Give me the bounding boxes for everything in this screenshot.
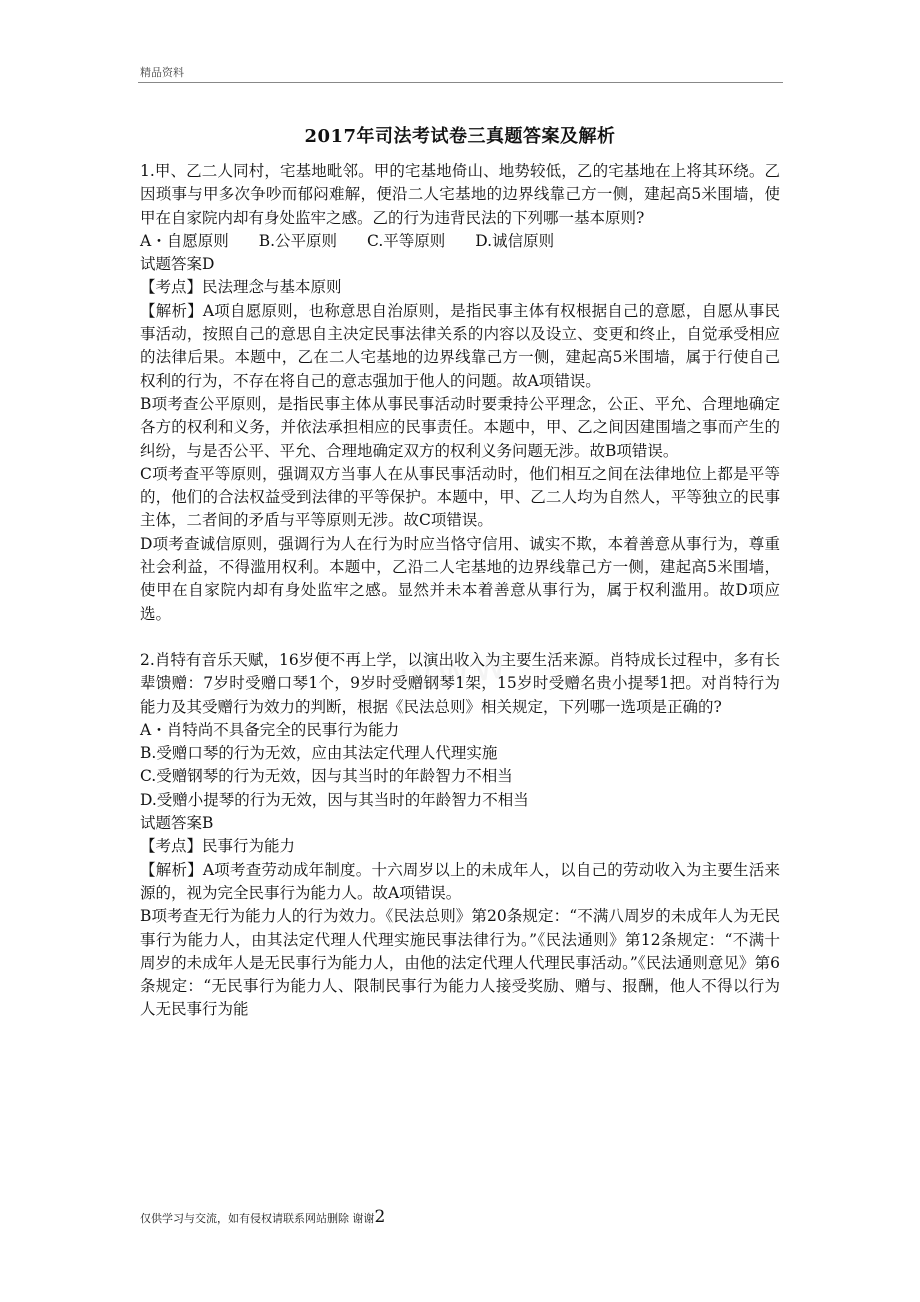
option-c: C.平等原则 (367, 231, 446, 250)
analysis-c: C项考查平等原则，强调双方当事人在从事民事活动时，他们相互之间在法律地位上都是平等的，他们的合法权益受到法律的平等保护。本题中，甲、乙二人均为自然人，平等独立的民事主体，二者间的矛盾与平等原则无涉。故C项错误。 (140, 464, 780, 530)
option-d: D.受赠小提琴的行为无效，因与其当时的年龄智力不相当 (140, 790, 529, 809)
footer-note: 仅供学习与交流，如有侵权请联系网站删除 谢谢 (140, 1212, 375, 1225)
option-b: B.公平原则 (258, 231, 338, 250)
key-point: 【考点】民法理念与基本原则 (140, 278, 342, 297)
header-label: 精品资料 (140, 66, 184, 79)
question-2 (140, 649, 780, 1022)
option-a: A・自愿原则 (140, 231, 229, 250)
option-c: C.受赠钢琴的行为无效，因与其当时的年龄智力不相当 (140, 767, 513, 786)
section-gap (140, 626, 780, 649)
key-point: 【考点】民事行为能力 (140, 837, 296, 856)
page-number: 2 (374, 1207, 386, 1227)
analysis-a: 【解析】A项自愿原则，也称意思自治原则，是指民事主体有权根据自己的意愿，自愿从事民事活动，按照自己的意思自主决定民事法律关系的内容以及设立、变更和终止，自觉承受相应的法律后果。本题中，乙在二人宅基地的边界线靠己方一侧，建起高5米围墙，属于行使自己权利的行为，不存在将自己的意志强加于他人的问题。故A项错误。 (140, 301, 780, 390)
answer-line: 试题答案B (140, 814, 214, 833)
footer (140, 1207, 385, 1227)
question-stem: 1.甲、乙二人同村，宅基地毗邻。甲的宅基地倚山、地势较低，乙的宅基地在上将其环绕。乙因琐事与甲多次争吵而郁闷难解，便沿二人宅基地的边界线靠己方一侧，建起高5米围墙，使甲在自家院内却有身处监牢之感。乙的行为违背民法的下列哪一基本原则? (140, 162, 780, 227)
analysis-b: B项考查无行为能力人的行为效力。《民法总则》第20条规定：“不满八周岁的未成年人为无民事行为能力人，由其法定代理人代理实施民事法律行为。”《民法通则》第12条规定：“不满十周岁的未成年人是无民事行为能力人，由他的法定代理人代理民事活动。”《民法通则意见》第6条规定：“无民事行为能力人、限制民事行为能力人接受奖励、赠与、报酬，他人不得以行为人无民事行为能 (140, 907, 780, 1019)
option-list (140, 230, 780, 253)
header-divider (138, 82, 783, 83)
document-body (140, 160, 780, 1022)
document-title: 2017年司法考试卷三真题答案及解析 (304, 126, 616, 147)
option-b: B.受赠口琴的行为无效，应由其法定代理人代理实施 (140, 744, 498, 763)
option-a: A・肖特尚不具备完全的民事行为能力 (140, 720, 400, 739)
analysis-a: 【解析】A项考查劳动成年制度。十六周岁以上的未成年人，以自己的劳动收入为主要生活来源的，视为完全民事行为能力人。故A项错误。 (140, 860, 780, 902)
question-stem: 2.肖特有音乐天赋，16岁便不再上学，以演出收入为主要生活来源。肖特成长过程中，多有长辈馈赠：7岁时受赠口琴1个，9岁时受赠钢琴1架，15岁时受赠名贵小提琴1把。对肖特行为能力及其受赠行为效力的判断，根据《民法总则》相关规定，下列哪一选项是正确的? (140, 650, 780, 716)
option-d: D.诚信原则 (475, 231, 555, 250)
question-1 (140, 160, 780, 626)
analysis-d: D项考查诚信原则，强调行为人在行为时应当恪守信用、诚实不欺，本着善意从事行为，尊重社会利益，不得滥用权利。本题中，乙沿二人宅基地的边界线靠己方一侧，建起高5米围墙，使甲在自家院内却有身处监牢之感。显然并未本着善意从事行为，属于权利滥用。故D项应选。 (140, 534, 780, 623)
answer-line: 试题答案D (140, 255, 215, 274)
analysis-b: B项考查公平原则，是指民事主体从事民事活动时要秉持公平理念，公正、平允、合理地确定各方的权利和义务，并依法承担相应的民事责任。本题中，甲、乙之间因建围墙之事而产生的纠纷，与是否公平、平允、合理地确定双方的权利义务问题无涉。故B项错误。 (140, 394, 780, 460)
